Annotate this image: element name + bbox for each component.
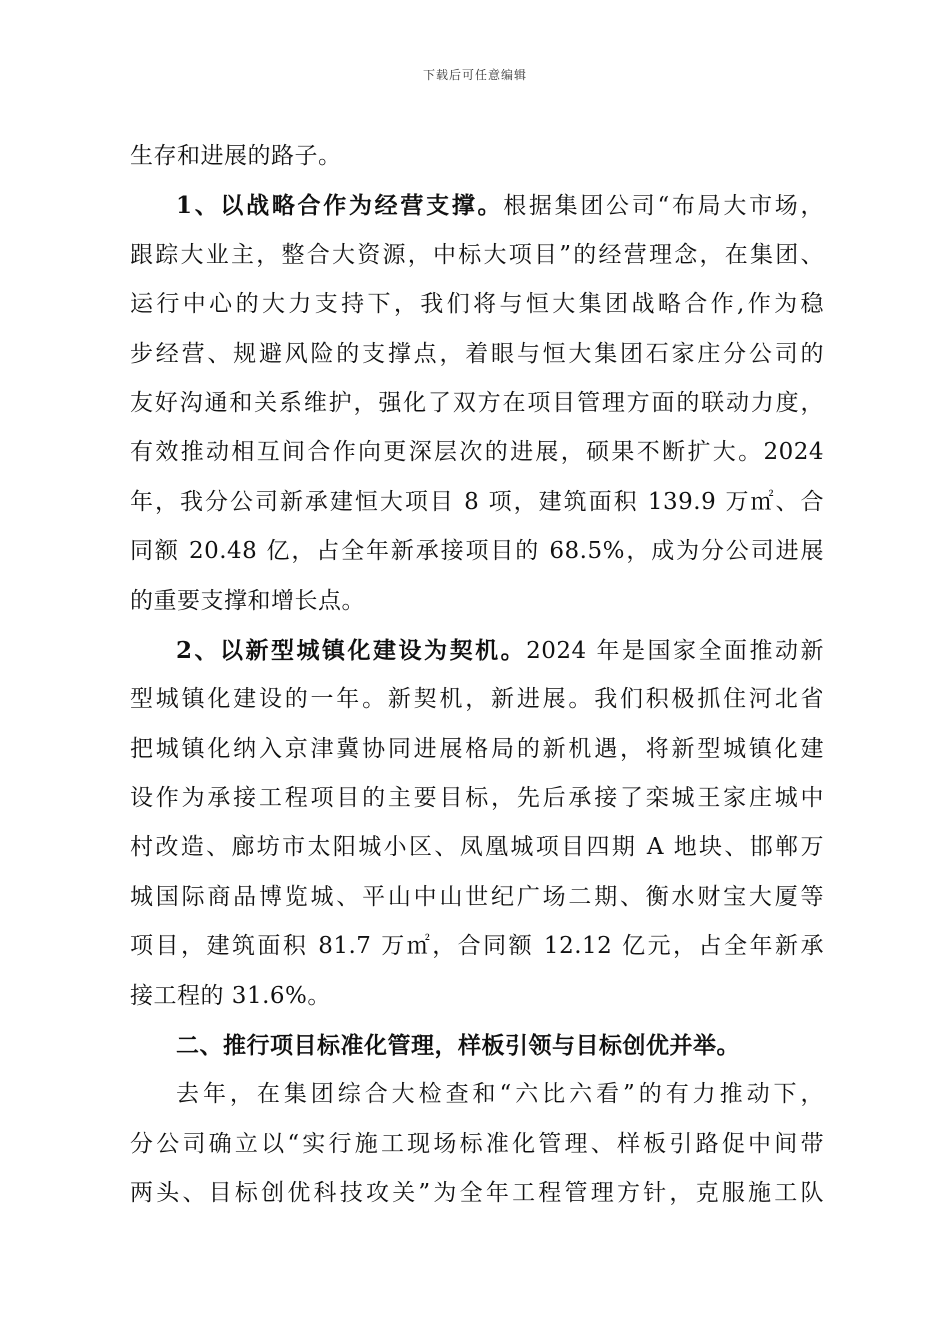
body-line: 步经营、规避风险的支撑点，着眼与恒大集团石家庄分公司的	[130, 340, 824, 367]
section-lead-1: 1、以战略合作为经营支撑。	[176, 192, 504, 220]
body-line: 有效推动相互间合作向更深层次的进展，硕果不断扩大。2024	[130, 439, 824, 466]
body-line: 型城镇化建设的一年。新契机，新进展。我们积极抓住河北省	[130, 686, 824, 713]
body-text: 根据集团公司“布局大市场，	[503, 193, 824, 220]
section-heading: 二、推行项目标准化管理，样板引领与目标创优并举。	[176, 1032, 740, 1060]
body-line: 村改造、廊坊市太阳城小区、凤凰城项目四期 A 地块、邯郸万	[130, 834, 824, 861]
page-header: 下载后可任意编辑	[422, 68, 527, 82]
body-line: 分公司确立以“实行施工现场标准化管理、样板引路促中间带	[130, 1130, 824, 1157]
body-line: 接工程的 31.6%。	[130, 982, 331, 1009]
body-line: 两头、目标创优科技攻关”为全年工程管理方针，克服施工队	[130, 1180, 824, 1207]
paragraph-first-line	[130, 181, 824, 230]
body-line: 的重要支撑和增长点。	[130, 587, 365, 614]
section-lead-2: 2、以新型城镇化建设为契机。	[176, 636, 527, 664]
paragraph-first-line	[130, 626, 824, 675]
body-line: 设作为承接工程项目的主要目标，先后承接了栾城王家庄城中	[130, 785, 824, 812]
body-line: 同额 20.48 亿，占全年新承接项目的 68.5%，成为分公司进展	[130, 538, 824, 565]
body-line: 生存和进展的路子。	[130, 143, 342, 169]
body-line: 跟踪大业主，整合大资源，中标大项目”的经营理念，在集团、	[130, 241, 824, 268]
document-body	[130, 132, 824, 1219]
body-text: 2024 年是国家全面推动新	[526, 637, 824, 664]
body-line: 友好沟通和关系维护，强化了双方在项目管理方面的联动力度，	[130, 389, 824, 416]
body-line: 城国际商品博览城、平山中山世纪广场二期、衡水财宝大厦等	[130, 883, 824, 910]
paragraph-first-line: 去年，在集团综合大检查和“六比六看”的有力推动下，	[176, 1081, 824, 1108]
body-line: 年，我分公司新承建恒大项目 8 项，建筑面积 139.9 万㎡、合	[130, 488, 824, 515]
body-line: 把城镇化纳入京津冀协同进展格局的新机遇，将新型城镇化建	[130, 735, 824, 762]
body-line: 运行中心的大力支持下，我们将与恒大集团战略合作,作为稳	[130, 291, 824, 318]
body-line: 项目，建筑面积 81.7 万㎡，合同额 12.12 亿元，占全年新承	[130, 933, 824, 960]
